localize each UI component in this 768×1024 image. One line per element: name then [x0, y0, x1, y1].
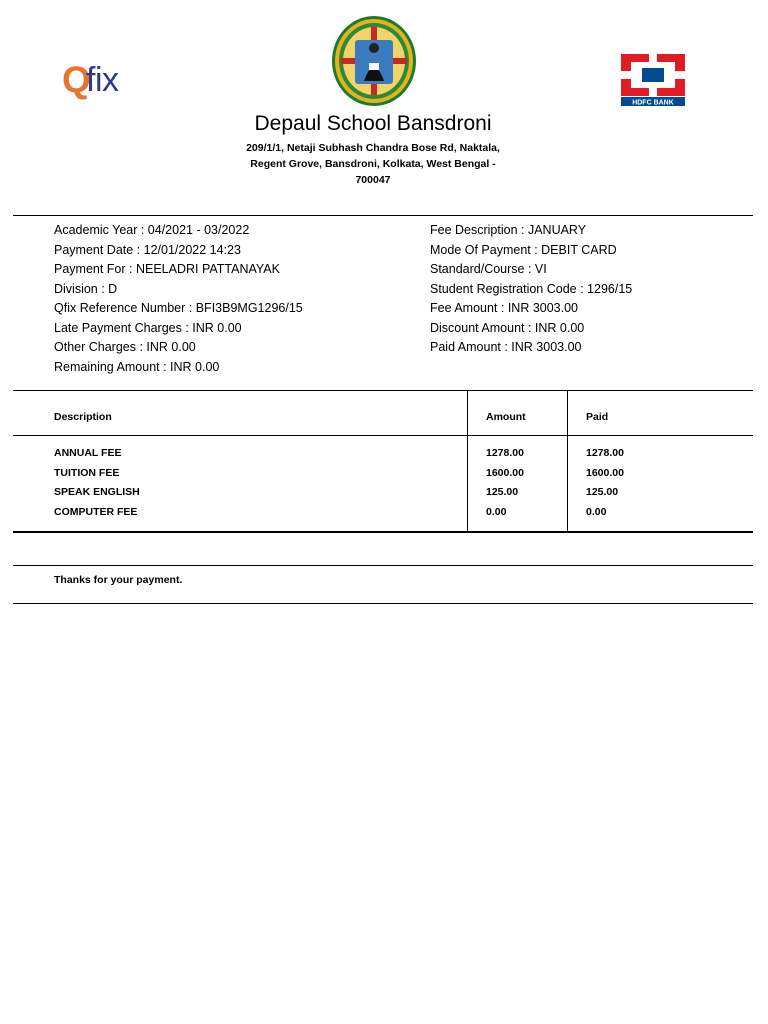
table-cell-paid: 1600.00	[586, 466, 624, 479]
hdfc-logo-text: HDFC BANK	[632, 99, 674, 106]
table-cell-paid: 0.00	[586, 505, 607, 518]
divider	[13, 565, 753, 566]
header-description: Description	[54, 411, 112, 423]
payment-date: Payment Date : 12/01/2022 14:23	[54, 242, 241, 257]
table-cell-amount: 125.00	[486, 486, 519, 498]
table-cell-amount: 1278.00	[486, 447, 524, 459]
paid-amount: Paid Amount : INR 3003.00	[430, 340, 582, 354]
remaining-amount: Remaining Amount : INR 0.00	[54, 359, 220, 374]
header-amount: Amount	[486, 411, 526, 423]
qfix-logo-q: Q	[62, 59, 91, 100]
reference-number: Qfix Reference Number : BFI3B9MG1296/15	[54, 301, 303, 315]
registration-code: Student Registration Code : 1296/15	[430, 281, 633, 296]
column-divider	[467, 390, 468, 532]
discount-amount: Discount Amount : INR 0.00	[430, 320, 585, 335]
hdfc-bank-logo	[621, 54, 685, 106]
address-line: 209/1/1, Netaji Subhash Chandra Bose Rd, Naktala,	[246, 142, 500, 154]
division: Division : D	[54, 281, 118, 296]
mode-of-payment: Mode Of Payment : DEBIT CARD	[430, 242, 617, 257]
table-cell-paid: 1278.00	[586, 447, 624, 459]
school-name: Depaul School Bansdroni	[254, 112, 492, 135]
table-cell-paid: 125.00	[586, 486, 619, 498]
thanks-message: Thanks for your payment.	[54, 574, 183, 586]
payment-for: Payment For : NEELADRI PATTANAYAK	[54, 262, 280, 276]
table-top-border	[13, 390, 753, 391]
divider	[13, 215, 753, 216]
description-column	[54, 444, 140, 522]
paid-column	[586, 444, 624, 522]
other-charges: Other Charges : INR 0.00	[54, 340, 196, 354]
academic-year: Academic Year : 04/2021 - 03/2022	[54, 223, 250, 237]
header-paid: Paid	[586, 411, 609, 423]
school-address	[244, 140, 502, 188]
table-cell-description: SPEAK ENGLISH	[54, 486, 140, 498]
column-divider	[567, 390, 568, 532]
table-cell-description: TUITION FEE	[54, 466, 120, 479]
payment-details-right	[430, 221, 632, 358]
table-bottom-border	[13, 531, 753, 533]
qfix-logo	[62, 58, 142, 102]
amount-column	[486, 444, 524, 522]
late-payment-charges: Late Payment Charges : INR 0.00	[54, 320, 242, 335]
table-cell-description: COMPUTER FEE	[54, 505, 138, 518]
qfix-logo-text: fix	[86, 61, 119, 99]
payment-details-left	[54, 221, 303, 377]
table-cell-description: ANNUAL FEE	[54, 447, 122, 459]
fee-amount: Fee Amount : INR 3003.00	[430, 301, 579, 315]
table-cell-amount: 0.00	[486, 505, 507, 518]
address-line: 700047	[355, 174, 391, 186]
standard-course: Standard/Course : VI	[430, 262, 547, 276]
divider	[13, 603, 753, 604]
table-header-border	[13, 435, 753, 436]
table-cell-amount: 1600.00	[486, 466, 524, 479]
fee-description: Fee Description : JANUARY	[430, 223, 587, 237]
school-seal-logo	[331, 15, 417, 107]
address-line: Regent Grove, Bansdroni, Kolkata, West Bengal -	[250, 158, 496, 170]
